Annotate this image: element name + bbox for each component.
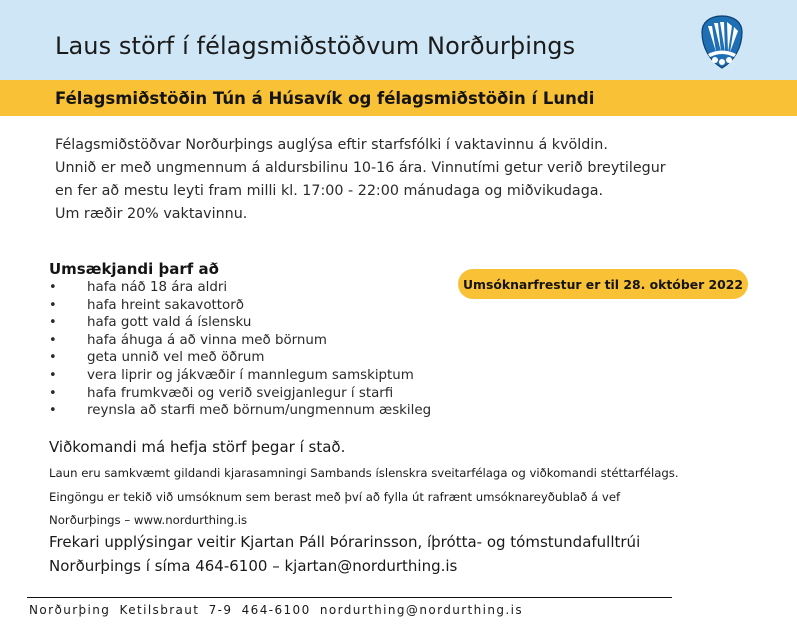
nordurthing-coat-of-arms-icon (699, 14, 745, 70)
subtitle: Félagsmiðstöðin Tún á Húsavík og félagsmiðstöðin í Lundi (55, 89, 595, 108)
requirement-item: • hafa áhuga á að vinna með börnum (49, 332, 431, 350)
requirement-item: • reynsla að starfi með börnum/ungmennum æskileg (49, 402, 431, 420)
terms-line: Norðurþings – www.nordurthing.is (49, 513, 248, 527)
contact-line: Norðurþings í síma 464-6100 – kjartan@nordurthing.is (49, 556, 458, 575)
requirement-item: • geta unnið vel með öðrum (49, 349, 431, 367)
intro-paragraph (55, 134, 775, 226)
requirement-item: • hafa gott vald á íslensku (49, 314, 431, 332)
intro-line: Félagsmiðstöðvar Norðurþings auglýsa eftir starfsfólki í vaktavinnu á kvöldin. (55, 137, 608, 153)
requirements-list (49, 279, 431, 420)
requirement-item: • hafa frumkvæði og verið sveigjanlegur í starfi (49, 385, 431, 403)
footer-address: Norðurþing Ketilsbraut 7-9 464-6100 nordurthing@nordurthing.is (29, 603, 524, 617)
contact-line: Frekari upplýsingar veitir Kjartan Páll Þórarinsson, íþrótta- og tómstundafulltrúi (49, 533, 641, 551)
intro-line: en fer að mestu leyti fram milli kl. 17:00 - 22:00 mánudaga og miðvikudaga. (55, 183, 604, 199)
deadline-badge: Umsóknarfrestur er til 28. október 2022 (458, 269, 748, 299)
requirement-item: • vera liprir og jákvæðir í mannlegum samskiptum (49, 367, 431, 385)
requirement-item: • hafa hreint sakavottorð (49, 297, 431, 315)
terms-line: Eingöngu er tekið við umsóknum sem berast með því að fylla út rafrænt umsóknareyðublað á vef (49, 489, 621, 504)
footer-divider (27, 597, 672, 598)
terms-line: Laun eru samkvæmt gildandi kjarasamningi Sambands íslenskra sveitarfélaga og viðkomandi stéttarfélags. (49, 466, 679, 480)
contact-info (49, 531, 640, 578)
requirement-item: • hafa náð 18 ára aldri (49, 279, 431, 297)
intro-line: Um ræðir 20% vaktavinnu. (55, 206, 248, 222)
terms-text (49, 462, 679, 533)
requirements-heading: Umsækjandi þarf að (49, 260, 219, 278)
start-date-line: Viðkomandi má hefja störf þegar í stað. (49, 438, 346, 456)
page-title: Laus störf í félagsmiðstöðvum Norðurþings (55, 32, 576, 60)
intro-line: Unnið er með ungmennum á aldursbilinu 10-16 ára. Vinnutími getur verið breytilegur (55, 160, 666, 176)
